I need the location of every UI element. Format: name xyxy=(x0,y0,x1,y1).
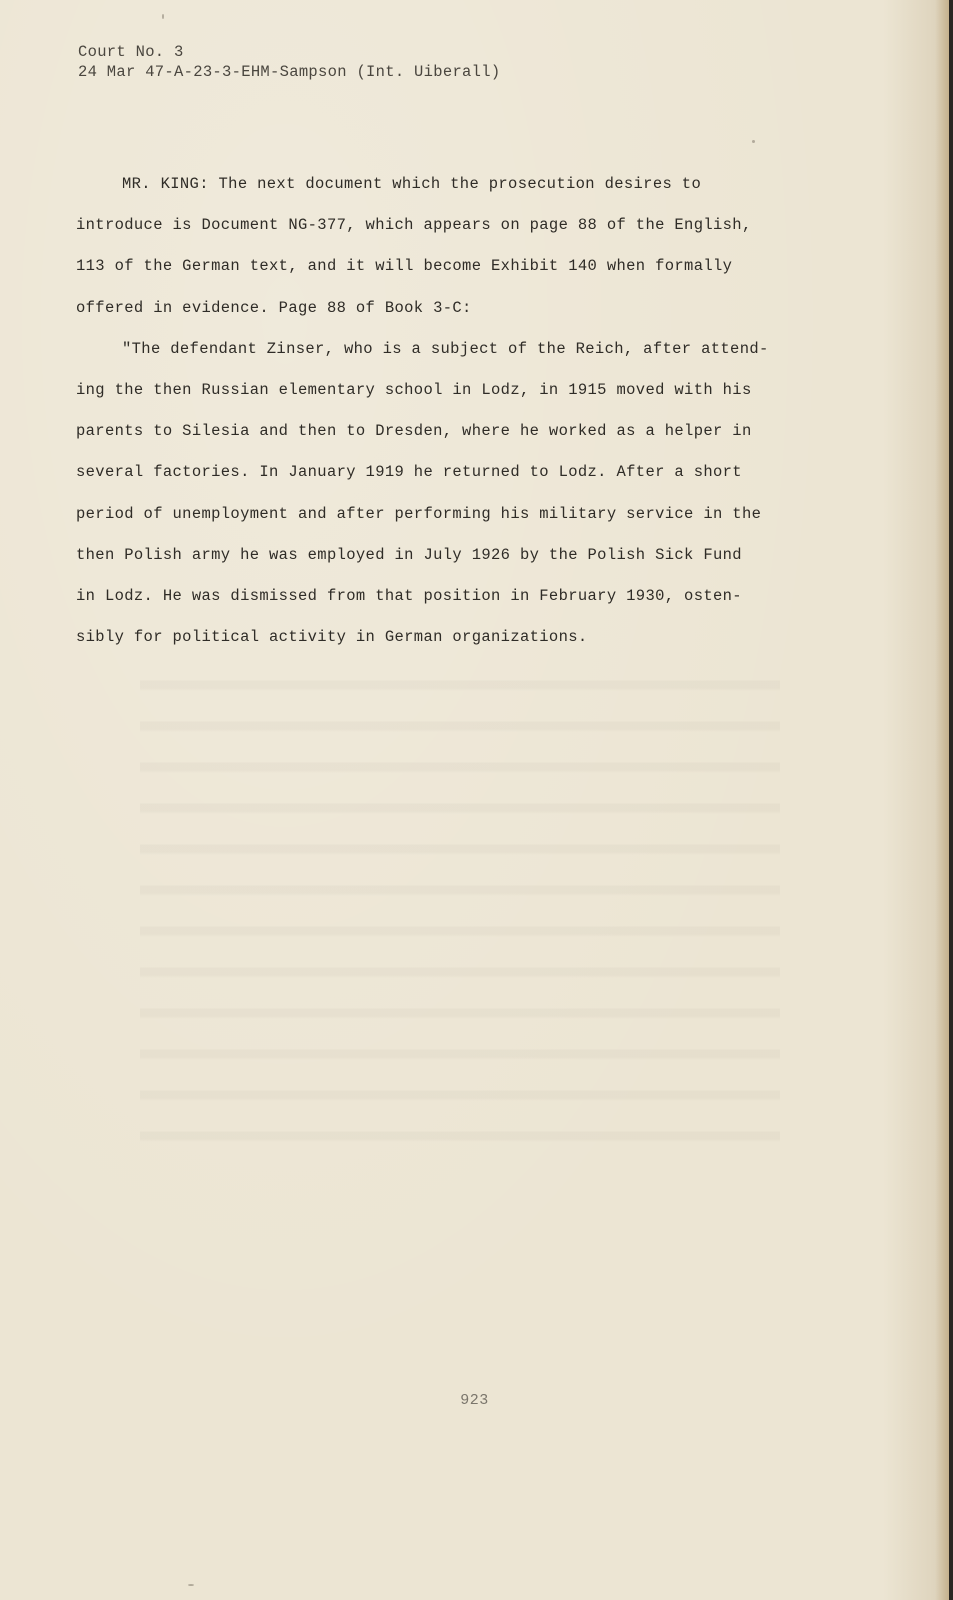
text-line: in Lodz. He was dismissed from that position in February 1930, osten- xyxy=(76,587,742,606)
court-number: Court No. 3 xyxy=(78,43,184,61)
text-line: ing the then Russian elementary school in Lodz, in 1915 moved with his xyxy=(76,381,752,400)
text-line: sibly for political activity in German organizations. xyxy=(76,628,588,647)
page-number: 923 xyxy=(460,1392,489,1409)
text-line: introduce is Document NG-377, which appears on page 88 of the English, xyxy=(76,216,752,235)
text-line: offered in evidence. Page 88 of Book 3-C: xyxy=(76,298,472,317)
text-line: "The defendant Zinser, who is a subject of the Reich, after attend- xyxy=(122,339,769,358)
paper-edge xyxy=(935,0,949,1600)
document-header xyxy=(78,42,500,82)
session-reference: 24 Mar 47-A-23-3-EHM-Sampson (Int. Uiberall) xyxy=(78,63,501,81)
paper-speck xyxy=(162,14,164,19)
text-line: 113 of the German text, and it will become Exhibit 140 when formally xyxy=(76,257,733,276)
transcript-body xyxy=(76,164,836,658)
text-line: parents to Silesia and then to Dresden, where he worked as a helper in xyxy=(76,422,752,441)
text-line: period of unemployment and after performing his military service in the xyxy=(76,504,762,523)
paragraph-2 xyxy=(76,329,836,659)
text-line: then Polish army he was employed in July 1926 by the Polish Sick Fund xyxy=(76,545,742,564)
paper-speck xyxy=(188,1584,194,1586)
bleed-through-texture xyxy=(140,650,780,1170)
paper-speck xyxy=(752,140,755,143)
paragraph-1 xyxy=(76,164,836,329)
text-line: several factories. In January 1919 he returned to Lodz. After a short xyxy=(76,463,742,482)
text-line: MR. KING: The next document which the prosecution desires to xyxy=(122,175,702,193)
